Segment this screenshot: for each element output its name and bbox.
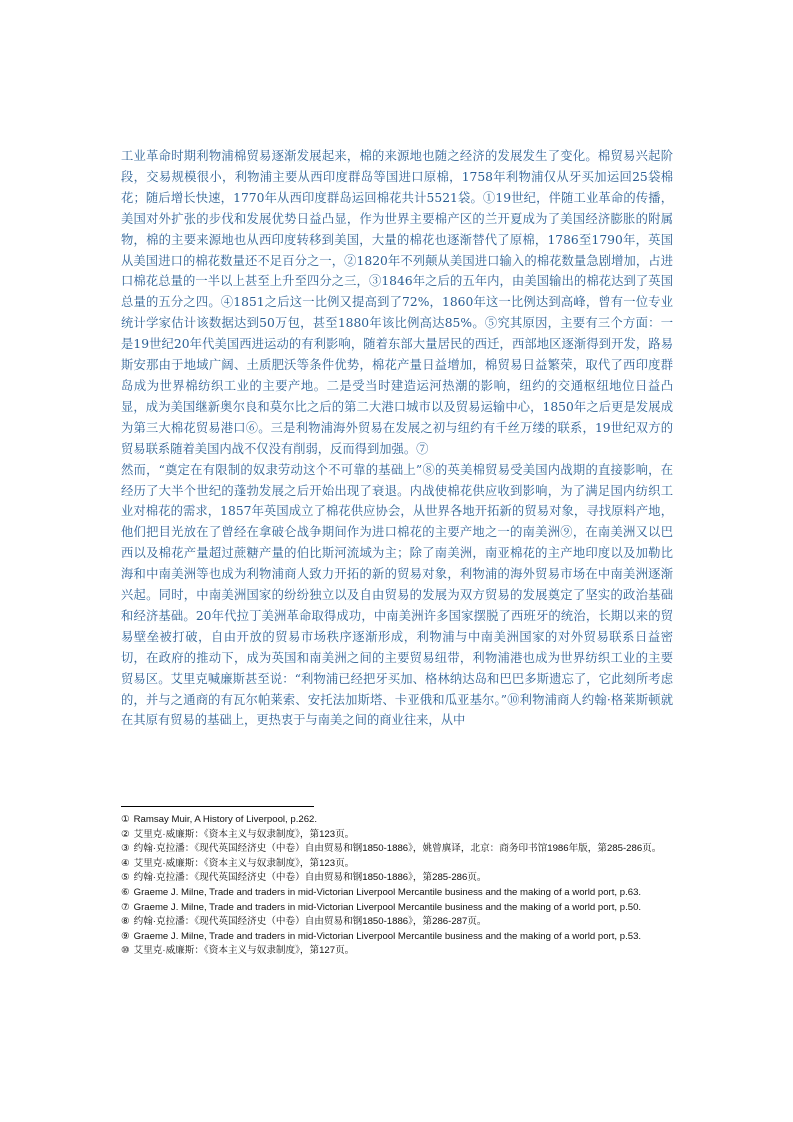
paragraph: 工业革命时期利物浦棉贸易逐渐发展起来，棉的来源地也随之经济的发展发生了变化。棉贸易兴起阶段，交易规模很小，利物浦主要从西印度群岛等国进口原棉，1758年利物浦仅从牙买加运回25袋棉花；随后增长快速，1770年从西印度群岛运回棉花共计5521袋。①19世纪，伴随工业革命的传播，美国对外扩张的步伐和发展优势日益凸显，作为世界主要棉产区的兰开夏成为了美国经济膨胀的附属物，棉的主要来源地也从西印度转移到美国，大量的棉花也逐渐替代了原棉，1786至1790年，英国从美国进口的棉花数量还不足百分之一，②1820年不列颠从美国进口输入的棉花数量急剧增加，占进口棉花总量的一半以上甚至上升至四分之三，③1846年之后的五年内，由美国输出的棉花达到了英国总量的五分之四。④1851之后这一比例又提高到了72%，1860年这一比例达到高峰，曾有一位专业统计学家估计该数据达到50万包，甚至1880年该比例高达85%。⑤究其原因，主要有三个方面：一是19世纪20年代美国西进运动的有利影响，随着东部大量居民的西迁，西部地区逐渐得到开发，路易斯安那由于地域广阔、土质肥沃等条件优势，棉花产量日益增加，棉贸易日益繁荣，取代了西印度群岛成为世界棉纺织工业的主要产地。二是受当时建造运河热潮的影响，纽约的交通枢纽地位日益凸显，成为美国继新奥尔良和莫尔比之后的第二大港口城市以及贸易运输中心，1850年之后更是发展成为第三大棉花贸易港口⑥。三是利物浦海外贸易在发展之初与纽约有千丝万缕的联系，19世纪双方的贸易联系随着美国内战不仅没有削弱，反而得到加强。⑦ [121,149,673,456]
footnote-mark: ⑨ [121,930,130,942]
footnote-mark: ⑧ [121,916,130,928]
footnotes [121,813,673,959]
footnote [121,857,673,872]
footnote [121,901,673,916]
footnote-text: 艾里克·威廉斯：《资本主义与奴隶制度》，第127页。 [133,945,355,957]
footnote-text: 约翰·克拉潘：《现代英国经济史（中卷）自由贸易和钢1850-1886》，姚曾廙译，北京：商务印书馆1986年版，第285-286页。 [133,843,662,855]
footnote-text: 艾里克·威廉斯：《资本主义与奴隶制度》，第123页。 [133,828,355,840]
footnote-mark: ⑦ [121,901,130,913]
footnote [121,930,673,945]
footnote-mark: ④ [121,857,130,869]
footnote-text: 约翰·克拉潘：《现代英国经济史（中卷）自由贸易和钢1850-1886》，第285-286页。 [133,872,487,884]
footnote [121,871,673,886]
footnote-mark: ⑤ [121,872,130,884]
footnote-text: 艾里克·威廉斯：《资本主义与奴隶制度》，第123页。 [133,857,355,869]
footnote-text: Graeme J. Milne, Trade and traders in mid-Victorian Liverpool Mercantile business and the making of a world port, p.50. [133,901,642,913]
footnote [121,813,673,828]
footnote-text: 约翰·克拉潘：《现代英国经济史（中卷）自由贸易和钢1850-1886》，第286-287页。 [133,916,487,928]
footnote [121,842,673,857]
footnote-mark: ⑩ [121,945,130,957]
body-text [121,146,673,731]
footnote-mark: ① [121,814,130,825]
footnote [121,915,673,930]
footnote-mark: ⑥ [121,886,130,898]
footnote [121,944,673,959]
footnote-mark: ② [121,828,130,840]
footnote-text: Ramsay Muir, A History of Liverpool, p.262. [133,814,318,825]
footnote-mark: ③ [121,843,130,855]
footnote-separator [121,806,314,807]
footnote [121,828,673,843]
footnote [121,886,673,901]
footnote-text: Graeme J. Milne, Trade and traders in mid-Victorian Liverpool Mercantile business and the making of a world port, p.53. [133,930,642,942]
paragraph: 然而，“奠定在有限制的奴隶劳动这个不可靠的基础上”⑧的英美棉贸易受美国内战期的直接影响，在经历了大半个世纪的蓬勃发展之后开始出现了衰退。内战使棉花供应收到影响，为了满足国内纺织工业对棉花的需求，1857年英国成立了棉花供应协会，从世界各地开拓新的贸易对象，寻找原料产地，他们把目光放在了曾经在拿破仑战争期间作为进口棉花的主要产地之一的南美洲⑨，在南美洲又以巴西以及棉花产量超过蔗糖产量的伯比斯河流域为主；除了南美洲，南亚棉花的主产地印度以及加勒比海和中南美洲等也成为利物浦商人致力开拓的新的贸易对象，利物浦的海外贸易市场在中南美洲逐渐兴起。同时，中南美洲国家的纷纷独立以及自由贸易的发展为双方贸易的发展奠定了坚实的政治基础和经济基础。20年代拉丁美洲革命取得成功，中南美洲许多国家摆脱了西班牙的统治，长期以来的贸易壁垒被打破，自由开放的贸易市场秩序逐渐形成，利物浦与中南美洲国家的对外贸易联系日益密切，在政府的推动下，成为英国和南美洲之间的主要贸易纽带，利物浦港也成为世界纺织工业的主要贸易区。艾里克喊廉斯甚至说：“利物浦已经把牙买加、格林纳达岛和巴巴多斯遗忘了，它此刻所考虑的，并与之通商的有瓦尔帕莱索、安托法加斯塔、卡亚俄和瓜亚基尔。”⑩利物浦商人约翰·格莱斯顿就在其原有贸易的基础上，更热衷于与南美之间的商业往来，从中 [121,462,673,728]
footnote-text: Graeme J. Milne, Trade and traders in mid-Victorian Liverpool Mercantile business and the making of a world port, p.63. [133,886,642,898]
